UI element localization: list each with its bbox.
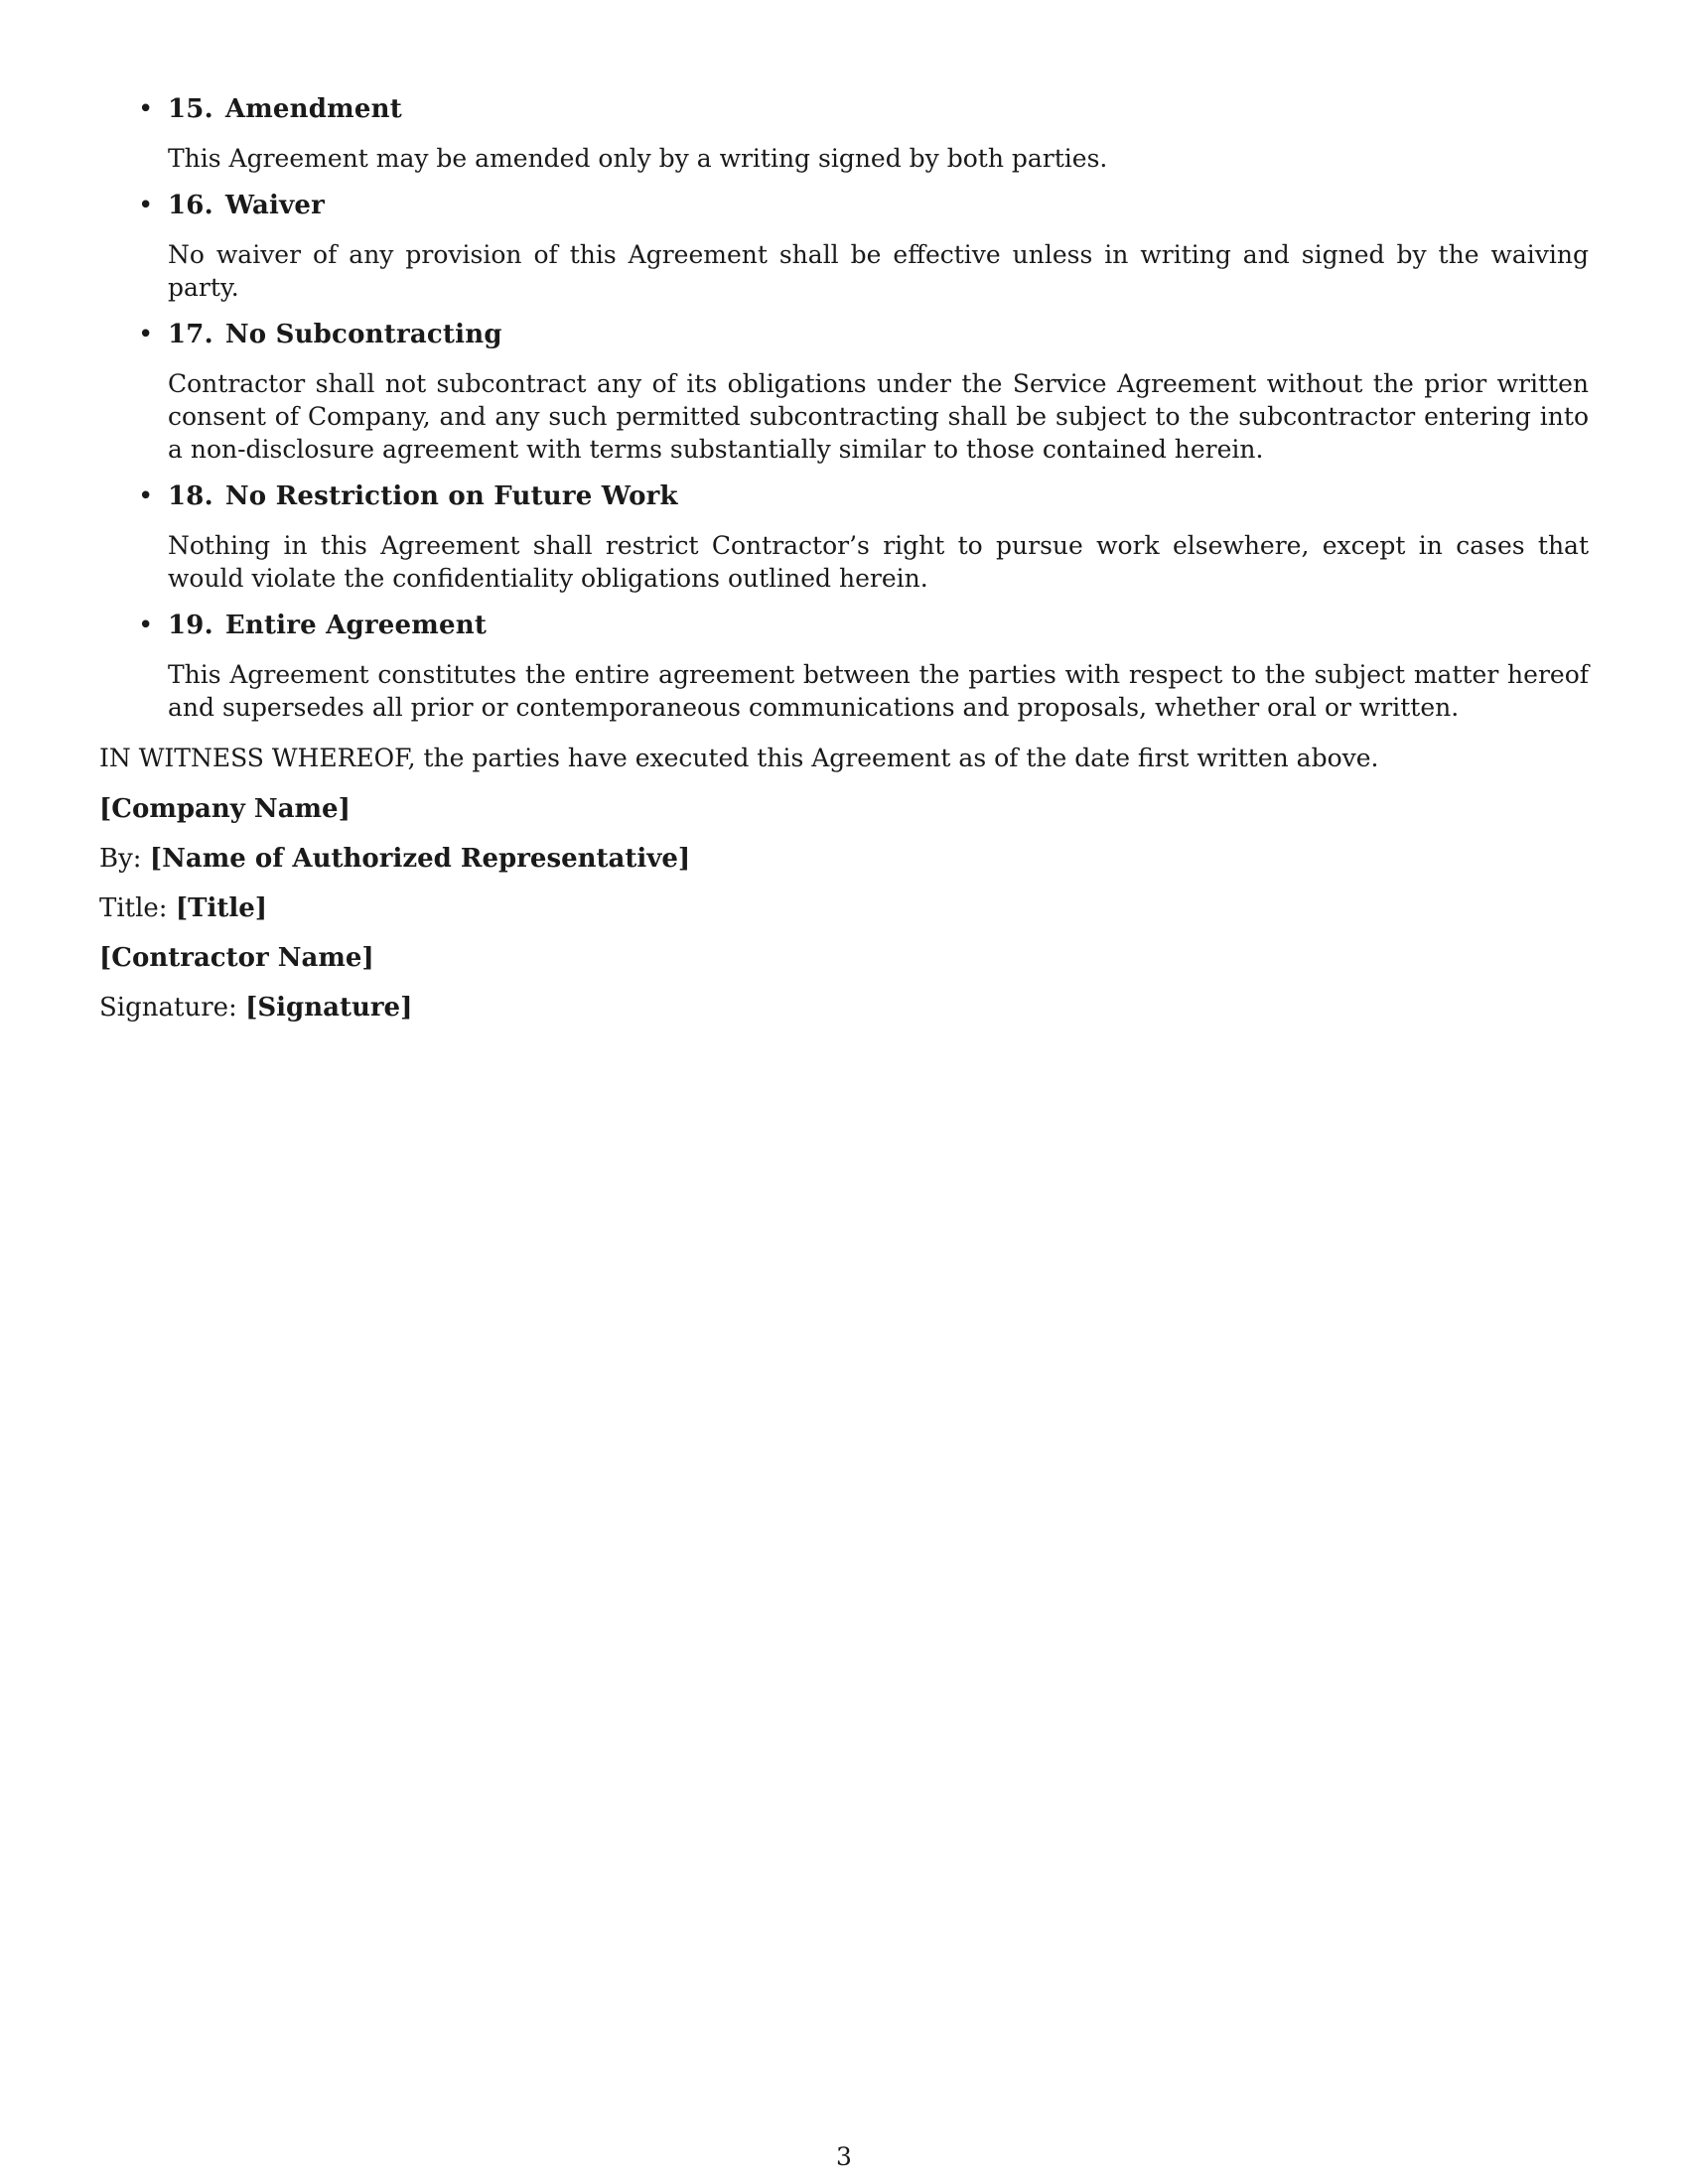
bullet-icon: • (138, 191, 154, 220)
bullet-icon: • (138, 481, 154, 511)
signature-label: Signature: (99, 993, 237, 1023)
signature-line (99, 993, 1589, 1023)
clause-item (99, 191, 1589, 304)
representative-name: [Name of Authorized Representative] (149, 844, 691, 874)
clause-title: No Restriction on Future Work (224, 481, 678, 511)
company-name-line (99, 794, 1589, 824)
contractor-name: [Contractor Name] (99, 943, 374, 973)
clause-item (99, 320, 1589, 466)
bullet-icon: • (138, 611, 154, 640)
clause-item (99, 94, 1589, 175)
document-page (99, 94, 1589, 1023)
clause-number: 15. (168, 94, 213, 124)
company-name: [Company Name] (99, 794, 351, 824)
clause-body: This Agreement constitutes the entire agreement between the parties with respect to the subject matter hereof and supersedes all prior or contemporaneous communications and proposals, whether oral or written. (168, 660, 1589, 722)
clause-title: Entire Agreement (224, 611, 488, 640)
by-line (99, 844, 1589, 874)
clause-title: No Subcontracting (224, 320, 502, 349)
clause-body: Contractor shall not subcontract any of its obligations under the Service Agreement without the prior written consent of Company, and any such permitted subcontracting shall be subject to the subcontractor entering into a non-disclosure agreement with terms substantially similar to those contained herein. (168, 369, 1589, 464)
bullet-icon: • (138, 320, 154, 349)
clause-heading (168, 481, 1589, 511)
clause-item (99, 481, 1589, 595)
clause-number: 17. (168, 320, 213, 349)
page-number: 3 (836, 2142, 852, 2171)
bullet-icon: • (138, 94, 154, 124)
clause-number: 19. (168, 611, 213, 640)
contractor-name-line (99, 943, 1589, 973)
clause-body: No waiver of any provision of this Agreement shall be effective unless in writing and signed by the waiving party. (168, 240, 1589, 302)
witness-statement: IN WITNESS WHEREOF, the parties have executed this Agreement as of the date first written above. (99, 744, 1379, 772)
clause-number: 18. (168, 481, 213, 511)
clause-heading (168, 94, 1589, 124)
clause-heading (168, 191, 1589, 220)
clause-title: Waiver (224, 191, 326, 220)
signature-value: [Signature] (245, 993, 413, 1023)
by-label: By: (99, 844, 142, 874)
clause-list (99, 94, 1589, 724)
clause-body: Nothing in this Agreement shall restrict Contractor’s right to pursue work elsewhere, except in cases that would violate the confidentiality obligations outlined herein. (168, 531, 1589, 593)
clause-heading (168, 320, 1589, 349)
clause-title: Amendment (224, 94, 402, 124)
clause-body: This Agreement may be amended only by a writing signed by both parties. (168, 144, 1108, 173)
clause-number: 16. (168, 191, 213, 220)
representative-title: [Title] (175, 893, 268, 923)
clause-item (99, 611, 1589, 724)
title-label: Title: (99, 893, 168, 923)
title-line (99, 893, 1589, 923)
clause-heading (168, 611, 1589, 640)
